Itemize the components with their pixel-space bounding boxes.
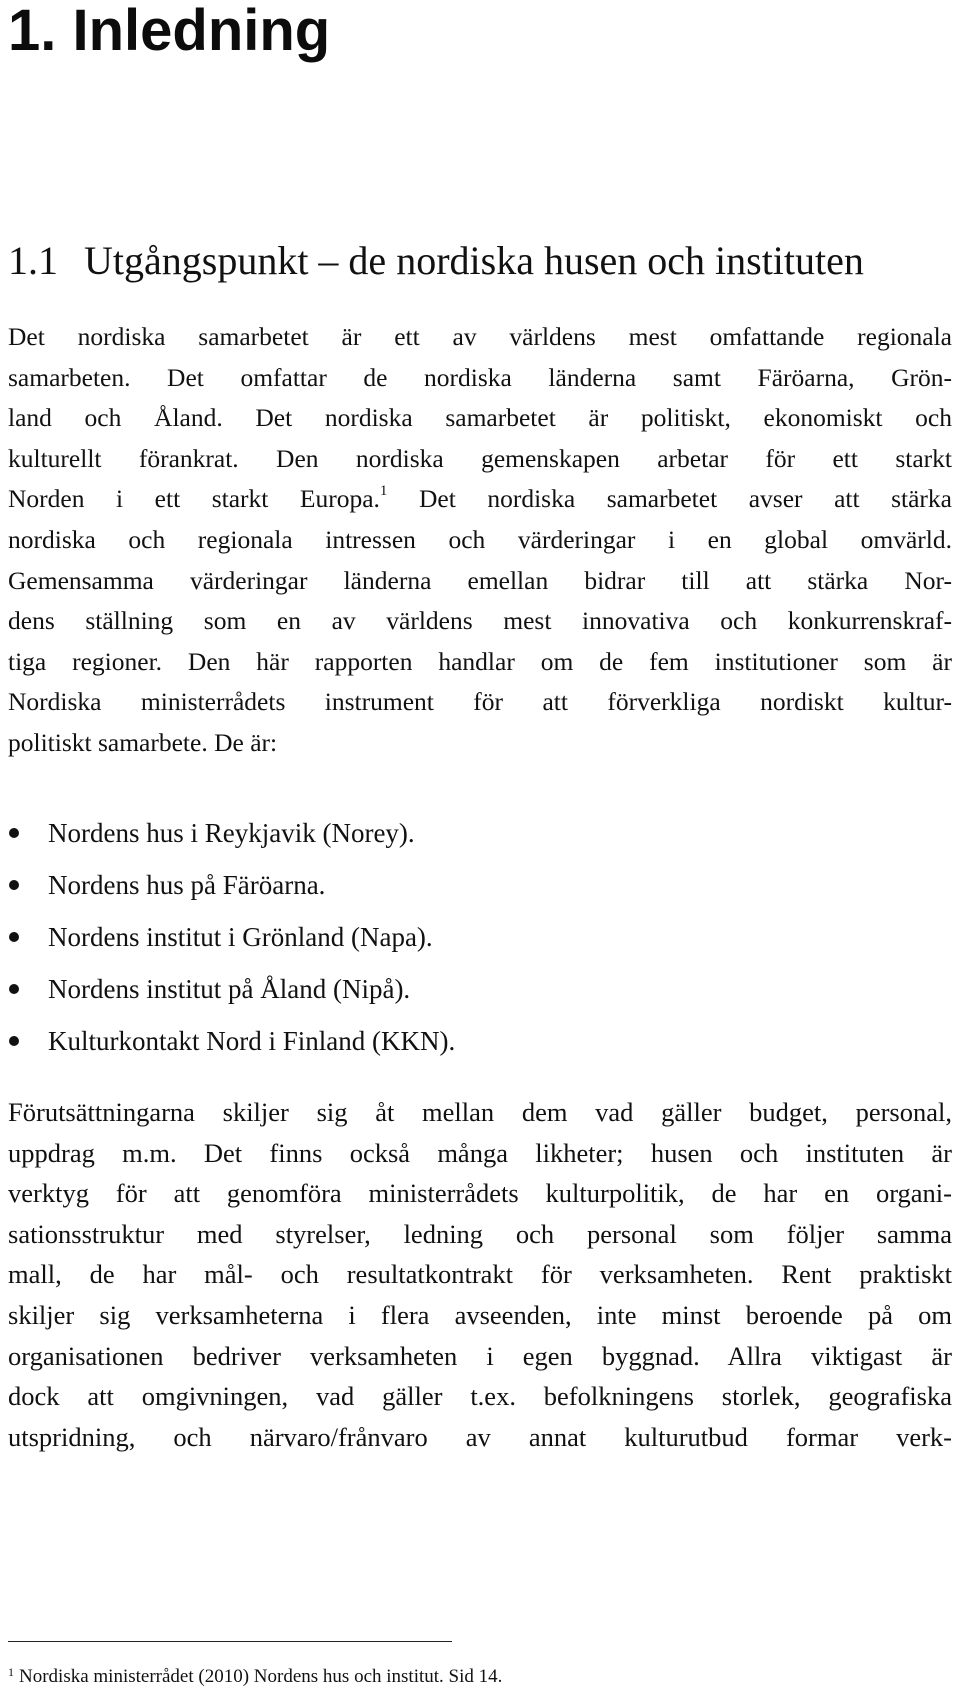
paragraph-line: dens ställning som en av världens mest innovativa och konkurrenskraf- — [8, 606, 952, 636]
list-item — [8, 859, 455, 911]
footnote-separator — [8, 1641, 452, 1642]
list-item-text: Nordens hus i Reykjavik (Norey). — [48, 818, 415, 848]
paragraph-line-part: Norden i ett starkt Europa. — [8, 484, 380, 514]
paragraph-line: politiskt samarbete. De är: — [8, 727, 278, 757]
list-item — [8, 911, 455, 963]
footnote-text: Nordiska ministerrådet (2010) Nordens hus och institut. Sid 14. — [19, 1666, 503, 1687]
list-item-text: Nordens institut i Grönland (Napa). — [48, 922, 433, 952]
footnote-reference[interactable]: 1 — [379, 483, 388, 500]
list-item — [8, 1015, 455, 1067]
paragraph-line: Gemensamma värderingar länderna emellan bidrar till att stärka Nor- — [8, 565, 952, 595]
institution-list — [8, 807, 455, 1067]
footnote-number: 1 — [8, 1665, 14, 1679]
bullet-icon — [9, 932, 19, 942]
paragraph-line: samarbeten. Det omfattar de nordiska länderna samt Färöarna, Grön- — [8, 362, 952, 392]
section-heading — [8, 234, 864, 288]
paragraph-line: skiljer sig verksamheterna i flera avseenden, inte minst beroende på om — [8, 1299, 952, 1330]
bullet-icon — [9, 828, 19, 838]
paragraph-line: tiga regioner. Den här rapporten handlar om de fem institutioner som är — [8, 646, 952, 676]
paragraph-line-with-footnote — [8, 479, 952, 520]
paragraph-line: kulturellt förankrat. Den nordiska gemenskapen arbetar för ett starkt — [8, 443, 952, 473]
paragraph-line: sationsstruktur med styrelser, ledning och personal som följer samma — [8, 1218, 952, 1249]
paragraph-line: Nordiska ministerrådets instrument för att förverkliga nordiskt kultur- — [8, 687, 952, 717]
paragraph-line: Förutsättningarna skiljer sig åt mellan dem vad gäller budget, personal, — [8, 1097, 952, 1127]
bullet-icon — [9, 880, 19, 890]
paragraph-line: organisationen bedriver verksamheten i egen byggnad. Allra viktigast är — [8, 1340, 952, 1371]
paragraph-line: uppdrag m.m. Det finns också många likheter; husen och instituten är — [8, 1137, 952, 1168]
paragraph-line: Det nordiska samarbetet är ett av världens mest omfattande regionala — [8, 322, 952, 351]
paragraph-line: nordiska och regionala intressen och värderingar i en global omvärld. — [8, 524, 952, 554]
paragraph-line-part: Det nordiska samarbetet avser att stärka — [418, 484, 952, 514]
list-item — [8, 963, 455, 1015]
paragraph-line: dock att omgivningen, vad gäller t.ex. befolkningens storlek, geografiska — [8, 1381, 952, 1412]
footnote — [8, 1663, 502, 1691]
paragraph-line: utspridning, och närvaro/frånvaro av annat kulturutbud formar verk- — [8, 1421, 952, 1452]
list-item-text: Kulturkontakt Nord i Finland (KKN). — [48, 1026, 456, 1056]
bullet-icon — [9, 1036, 19, 1046]
intro-paragraph — [8, 317, 952, 764]
paragraph-line: verktyg för att genomföra ministerrådets kulturpolitik, de har en organi- — [8, 1178, 952, 1209]
second-paragraph — [8, 1092, 952, 1457]
paragraph-line: land och Åland. Det nordiska samarbetet är politiskt, ekonomiskt och — [8, 403, 952, 433]
list-item-text: Nordens institut på Åland (Nipå). — [48, 974, 411, 1004]
list-item-text: Nordens hus på Färöarna. — [48, 870, 326, 900]
list-item — [8, 807, 455, 859]
section-title: Utgångspunkt – de nordiska husen och instituten — [84, 238, 864, 283]
bullet-icon — [9, 984, 19, 994]
paragraph-line: mall, de har mål- och resultatkontrakt för verksamheten. Rent praktiskt — [8, 1259, 952, 1290]
chapter-heading: 1. Inledning — [8, 0, 331, 63]
section-number: 1.1 — [8, 238, 58, 283]
